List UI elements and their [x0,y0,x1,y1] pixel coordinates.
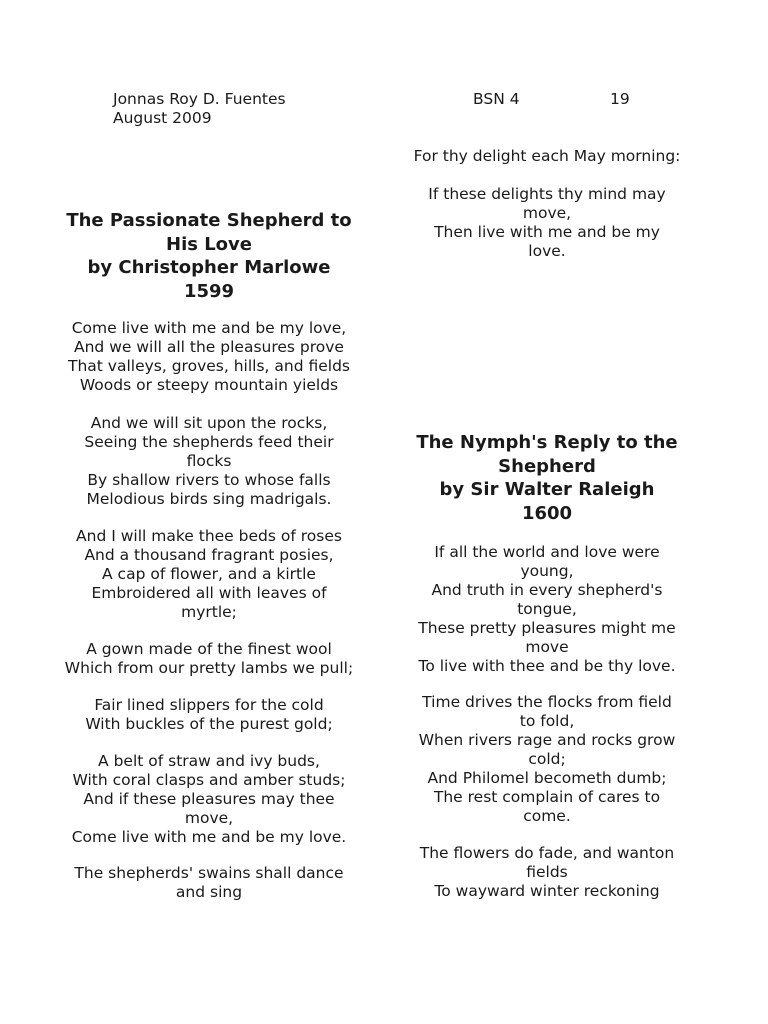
verse-line: These pretty pleasures might me [418,619,676,637]
verse-line: The rest complain of cares to [433,788,661,806]
poem2-title [400,431,694,525]
poem1-stanza-2 [52,414,366,509]
verse-line: love. [528,242,566,260]
verse-line: A gown made of the finest wool [86,640,332,658]
verse-line: Time drives the flocks from field [422,693,672,711]
verse-line: Seeing the shepherds feed their [84,433,334,451]
verse-line: move, [522,204,572,222]
verse-line: and sing [175,883,243,901]
verse-line: fields [526,863,568,881]
verse-line: move [525,638,569,656]
verse-line: Come live with me and be my love. [71,828,347,846]
header-author-block [113,90,286,128]
poem2-stanza-1 [400,543,694,676]
poem2-year-line: 1600 [521,502,573,524]
verse-line: If all the world and love were [434,543,660,561]
poem2-author-line: by Sir Walter Raleigh [439,479,655,500]
poem1-author-line: by Christopher Marlowe [87,257,331,278]
verse-line: And we will sit upon the rocks, [90,414,328,432]
verse-line: And we will all the pleasures prove [74,338,344,356]
verse-line: A cap of flower, and a kirtle [102,565,316,583]
verse-line: With buckles of the purest gold; [85,715,333,733]
verse-line: tongue, [517,600,577,618]
verse-line: Fair lined slippers for the cold [94,696,324,714]
date-text: August 2009 [113,109,212,127]
verse-line: Melodious birds sing madrigals. [86,490,332,508]
verse-line: move, [184,809,234,827]
poem1-title-line: His Love [166,233,252,255]
poem2-stanza-2 [400,693,694,826]
verse-line: The shepherds' swains shall dance [74,864,344,882]
verse-line: come. [523,807,571,825]
verse-line: And if these pleasures may thee [83,790,335,808]
verse-line: To live with thee and be thy love. [418,657,676,675]
verse-line: And truth in every shepherd's [431,581,663,599]
poem1-stanza-4 [52,640,366,678]
poem2-title-line: Shepherd [498,455,596,477]
verse-line: cold; [528,750,566,768]
verse-line: That valleys, groves, hills, and fields [68,357,350,375]
poem1-stanza-6 [52,752,366,847]
poem1-continuation-stanza-2 [400,185,694,261]
author-name: Jonnas Roy D. Fuentes [113,90,286,108]
verse-line: And Philomel becometh dumb; [427,769,667,787]
poem1-continuation-stanza-1 [400,147,694,166]
poem2-stanza-3 [400,844,694,901]
verse-line: Woods or steepy mountain yields [79,376,339,394]
verse-line: myrtle; [181,603,237,621]
poem1-year-line: 1599 [183,280,235,302]
verse-line: For thy delight each May morning: [413,147,681,165]
course-label: BSN 4 [473,90,520,108]
verse-line: Then live with me and be my [434,223,660,241]
verse-line: And a thousand fragrant posies, [84,546,334,564]
poem1-stanza-3 [52,527,366,622]
verse-line: And I will make thee beds of roses [76,527,342,545]
verse-line: If these delights thy mind may [428,185,666,203]
poem2-title-line: The Nymph's Reply to the [416,432,678,453]
verse-line: to fold, [519,712,575,730]
verse-line: flocks [186,452,232,470]
poem1-title [52,209,366,303]
verse-line: Which from our pretty lambs we pull; [64,659,354,677]
poem1-stanza-5 [52,696,366,734]
poem1-stanza-1 [52,319,366,395]
verse-line: With coral clasps and amber studs; [72,771,346,789]
poem1-title-line: The Passionate Shepherd to [66,210,352,231]
verse-line: A belt of straw and ivy buds, [98,752,320,770]
verse-line: When rivers rage and rocks grow [418,731,676,749]
verse-line: Embroidered all with leaves of [91,584,327,602]
page-number: 19 [610,90,630,108]
verse-line: By shallow rivers to whose falls [87,471,331,489]
verse-line: The flowers do fade, and wanton [419,844,675,862]
poem1-stanza-7 [52,864,366,902]
verse-line: To wayward winter reckoning [434,882,660,900]
verse-line: young, [520,562,574,580]
verse-line: Come live with me and be my love, [71,319,347,337]
